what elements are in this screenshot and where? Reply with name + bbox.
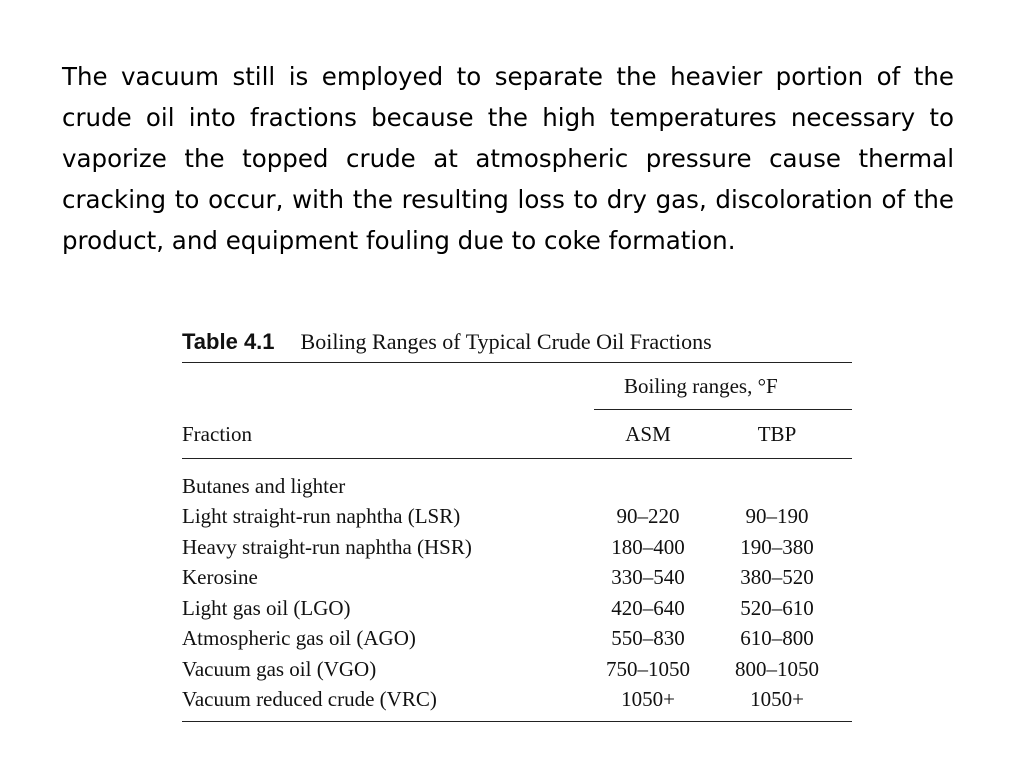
cell-fraction: Vacuum gas oil (VGO) — [182, 656, 377, 681]
table-row — [182, 502, 852, 533]
cell-tbp: 800–1050 — [735, 656, 819, 681]
cell-tbp: 520–610 — [740, 595, 814, 620]
cell-fraction: Kerosine — [182, 565, 258, 590]
cell-fraction: Vacuum reduced crude (VRC) — [182, 687, 437, 712]
boiling-ranges-table — [182, 322, 852, 722]
table-bottom-rule — [182, 721, 852, 722]
table-row — [182, 685, 852, 716]
table-row — [182, 593, 852, 624]
cell-tbp: 610–800 — [740, 626, 814, 651]
body-paragraph: The vacuum still is employed to separate the heavier portion of the crude oil into fractions because the high temperatures necessary to vaporize the topped crude at atmospheric pressure cause thermal cracking to occur, with the resulting loss to dry gas, discoloration of the product, and equipment fouling due to coke formation. — [62, 62, 954, 255]
cell-asm: 180–400 — [611, 534, 685, 559]
cell-asm: 1050+ — [621, 687, 675, 712]
cell-fraction: Butanes and lighter — [182, 473, 346, 498]
table-body — [182, 459, 852, 721]
table-row — [182, 471, 852, 502]
table-title: Boiling Ranges of Typical Crude Oil Fractions — [300, 329, 712, 354]
table-caption — [182, 322, 852, 362]
table-row — [182, 563, 852, 594]
table-row — [182, 624, 852, 655]
cell-asm: 550–830 — [611, 626, 685, 651]
group-header-label: Boiling ranges, °F — [624, 373, 778, 398]
table-number: Table 4.1 — [182, 329, 275, 354]
table-row — [182, 532, 852, 563]
cell-fraction: Heavy straight-run naphtha (HSR) — [182, 534, 472, 559]
cell-tbp: 90–190 — [745, 504, 809, 529]
table-column-headers — [182, 410, 852, 458]
cell-fraction: Light straight-run naphtha (LSR) — [182, 504, 461, 529]
table-row — [182, 654, 852, 685]
cell-asm: 420–640 — [611, 595, 685, 620]
table-group-header — [182, 363, 852, 409]
header-tbp: TBP — [757, 421, 797, 446]
cell-asm: 330–540 — [611, 565, 685, 590]
header-fraction: Fraction — [182, 421, 252, 446]
cell-fraction: Light gas oil (LGO) — [182, 595, 351, 620]
cell-asm: 90–220 — [616, 504, 680, 529]
cell-tbp: 380–520 — [740, 565, 814, 590]
cell-asm: 750–1050 — [606, 656, 690, 681]
cell-tbp: 1050+ — [750, 687, 804, 712]
cell-tbp: 190–380 — [740, 534, 814, 559]
header-asm: ASM — [625, 421, 671, 446]
cell-fraction: Atmospheric gas oil (AGO) — [182, 626, 416, 651]
